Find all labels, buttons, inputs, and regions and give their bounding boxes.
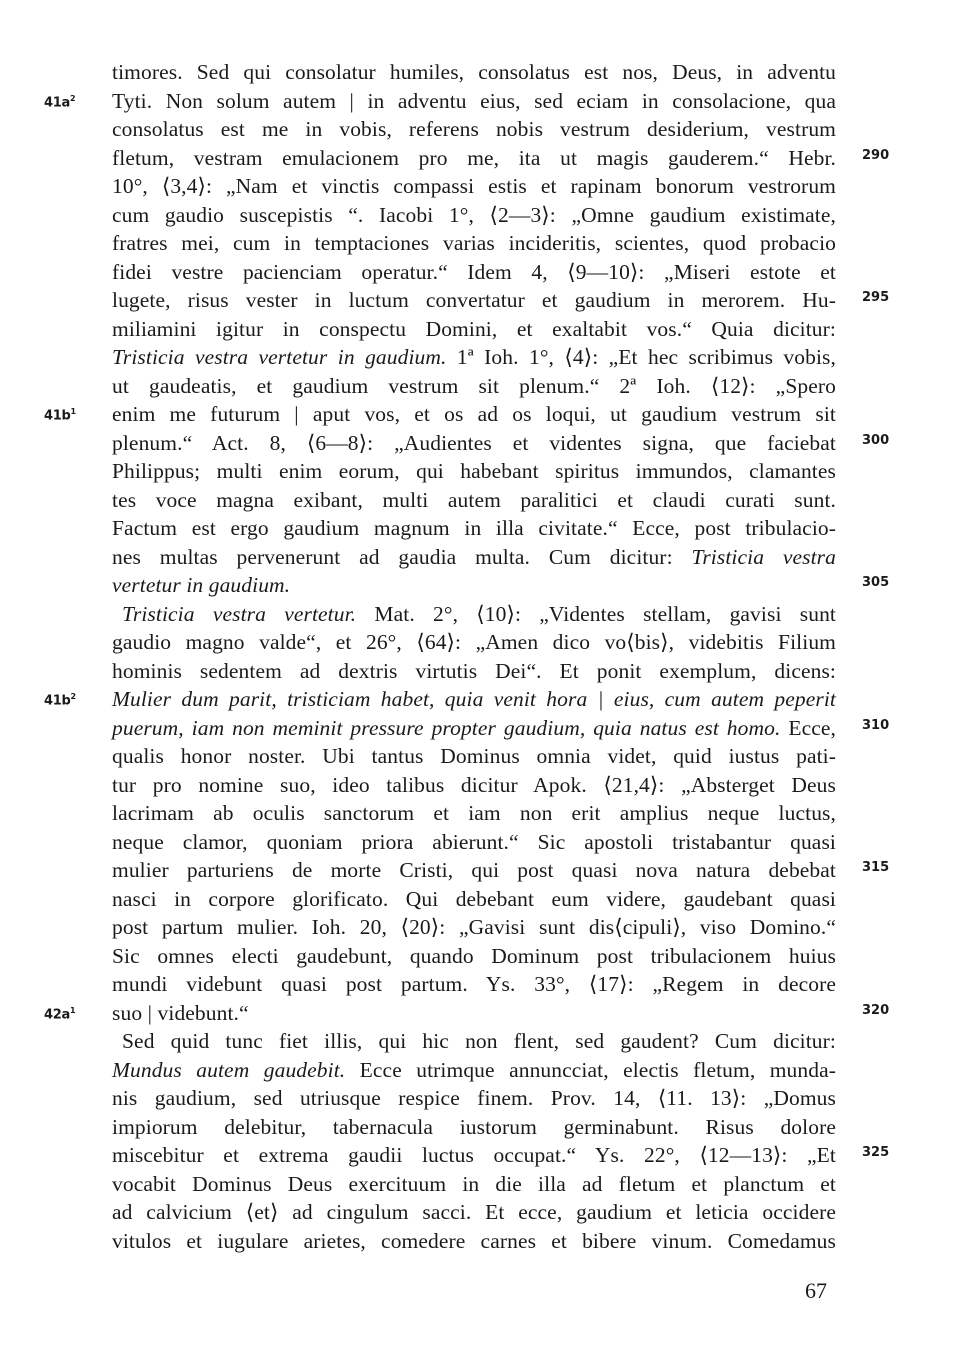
- folio-marker: $41b^2$: [44, 692, 76, 709]
- text-line: Philippus; multi enim eorum, qui habebant spiritus immundos, clamantes: [112, 459, 836, 483]
- body-text: [112, 58, 836, 1255]
- line-number: 305: [862, 575, 890, 590]
- text-line: nis gaudium, sed utriusque respice finem. Prov. 14, ⟨11. 13⟩: „Domus: [112, 1086, 836, 1110]
- italic-quote: Mundus autem gaudebit.: [112, 1057, 346, 1082]
- line-number: 315: [862, 860, 890, 875]
- italic-quote: puerum, iam non meminit pressure propter gaudium, quia natus est homo.: [112, 715, 781, 740]
- text-line: timores. Sed qui consolatur humiles, consolatus est nos, Deus, in adventu: [112, 60, 836, 84]
- text-line: Sed quid tunc fiet illis, qui hic non flent, sed gaudent? Cum dicitur:: [122, 1029, 836, 1053]
- line-number: 310: [862, 717, 890, 733]
- text-line: qualis honor noster. Ubi tantus Dominus omnia videt, quid iustus pati-: [112, 744, 836, 768]
- text-line: impiorum delebitur, tabernacula iustorum germinabunt. Risus dolore: [112, 1114, 836, 1139]
- text-line: [112, 543, 836, 572]
- text-line: lacrimam ab oculis sanctorum et iam non erit amplius neque luctus,: [112, 801, 836, 825]
- text-line: Factum est ergo gaudium magnum in illa civitate.“ Ecce, post tribulacio-: [112, 516, 836, 540]
- text-line: mundi videbunt quasi post partum. Ys. 33°, ⟨17⟩: „Regem in decore: [112, 972, 836, 996]
- text-line: fratres mei, cum in temptaciones varias incideritis, scientes, quod probacio: [112, 231, 836, 255]
- text-line: hominis sedentem ad dextris virtutis Dei“. Et ponit exemplum, dicens:: [112, 658, 836, 683]
- text-line: enim me futurum | aput vos, et os ad os loqui, ut gaudium vestrum sit: [112, 402, 836, 426]
- italic-quote: Tristicia vestra vertetur.: [122, 601, 357, 626]
- text-line: [112, 343, 836, 372]
- line-number: 320: [862, 1002, 890, 1018]
- italic-quote: Mulier dum parit, tristiciam habet, quia venit hora | eius, cum autem peperit: [112, 687, 836, 711]
- text-line: [112, 714, 836, 743]
- text-line: consolatus est me in vobis, referens nobis vestrum desiderium, vestrum: [112, 117, 836, 141]
- italic-quote: vertetur in gaudium.: [112, 573, 291, 597]
- text-line: miliamini igitur in conspectu Domini, et exaltabit vos.“ Quia dicitur:: [112, 316, 836, 341]
- text-segment: 1ª Ioh. 1°, ⟨4⟩: „Et hec scribimus vobis,: [446, 345, 836, 369]
- text-line: gaudio magno valde“, et 26°, ⟨64⟩: „Amen dico vo⟨bis⟩, videbitis Filium: [112, 630, 836, 654]
- text-line: ut gaudeatis, et gaudium vestrum sit plenum.“ 2ª Ioh. ⟨12⟩: „Spero: [112, 373, 836, 398]
- text-line: tes voce magna exibant, multi autem paralitici et claudi curati sunt.: [112, 487, 836, 512]
- italic-quote: Tristicia vestra: [691, 544, 836, 569]
- folio-marker: $41a^2$: [44, 93, 76, 110]
- text-line: vocabit Dominus Deus exercituum in die illa ad fletum et planctum et: [112, 1171, 836, 1196]
- text-line: mulier parturiens de morte Cristi, qui post quasi nova natura debebat: [112, 858, 836, 882]
- text-segment: Mat. 2°, ⟨10⟩: „Videntes stellam, gavisi sunt: [356, 601, 836, 626]
- folio-marker: $41b^1$: [44, 407, 76, 424]
- text-line: ad calvicium ⟨et⟩ ad cingulum sacci. Et ecce, gaudium et leticia occidere: [112, 1200, 836, 1224]
- text-line: nasci in corpore glorificato. Qui debebant eum videre, gaudebant quasi: [112, 886, 836, 911]
- text-line: fidei vestre pacienciam operatur.“ Idem 4, ⟨9—10⟩: „Miseri estote et: [112, 259, 836, 284]
- line-number: 325: [862, 1145, 890, 1160]
- text-line: tur pro nomine suo, ideo talibus dicitur Apok. ⟨21,4⟩: „Absterget Deus: [112, 772, 836, 797]
- text-line: cum gaudio suscepistis “. Iacobi 1°, ⟨2—3⟩: „Omne gaudium existimate,: [112, 202, 836, 227]
- text-line: suo | videbunt.“: [112, 1000, 249, 1025]
- folio-marker: $42a^1$: [44, 1005, 76, 1022]
- text-line: [112, 600, 836, 629]
- text-line: [112, 685, 836, 714]
- text-segment: nes multas pervenerunt ad gaudia multa. Cum dicitur:: [112, 544, 692, 569]
- text-line: lugete, risus vester in luctum convertatur et gaudium in merorem. Hu-: [112, 288, 836, 312]
- text-line: post partum mulier. Ioh. 20, ⟨20⟩: „Gavisi sunt dis⟨cipuli⟩, viso Domino.“: [112, 915, 836, 939]
- text-line: Sic omnes electi gaudebunt, quando Dominum post tribulacionem huius: [112, 943, 836, 968]
- text-line: neque clamor, quoniam priora abierunt.“ Sic apostoli tristabantur quasi: [112, 829, 836, 854]
- line-number: 290: [862, 147, 890, 163]
- page-number: 67: [805, 1278, 827, 1303]
- text-line: 10°, ⟨3,4⟩: „Nam et vinctis compassi estis et rapinam bonorum vestrorum: [112, 174, 836, 198]
- text-segment: Ecce,: [780, 715, 836, 740]
- line-number: 295: [862, 290, 890, 305]
- text-line: miscebitur et extrema gaudii luctus occupat.“ Ys. 22°, ⟨12—13⟩: „Et: [112, 1143, 836, 1167]
- text-line: [112, 1056, 836, 1085]
- italic-quote: Tristicia vestra vertetur in gaudium.: [112, 345, 447, 369]
- text-line: [112, 571, 836, 600]
- text-line: vitulos et iugulare arietes, comedere carnes et bibere vinum. Comedamus: [112, 1228, 836, 1253]
- text-line: fletum, vestram emulacionem pro me, ita ut magis gauderem.“ Hebr.: [112, 145, 836, 170]
- line-number: 300: [862, 432, 890, 448]
- text-segment: Ecce utrimque annuncciat, electis fletum, munda-: [345, 1057, 836, 1082]
- text-line: plenum.“ Act. 8, ⟨6—8⟩: „Audientes et videntes signa, que faciebat: [112, 430, 836, 455]
- text-line: Tyti. Non solum autem | in adventu eius, sed eciam in consolacione, qua: [112, 88, 836, 113]
